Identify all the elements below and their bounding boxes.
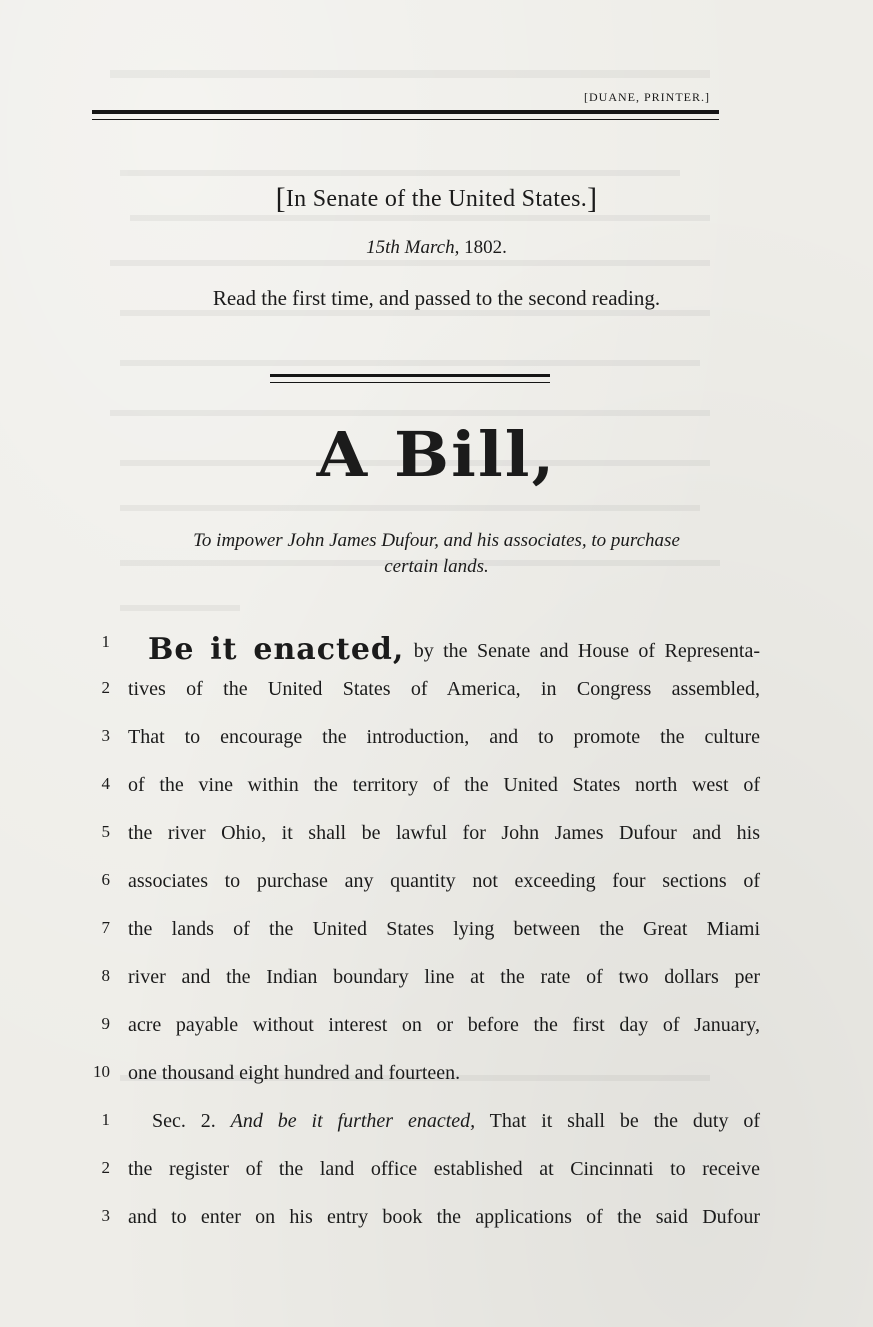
line-number: 3 <box>101 726 110 745</box>
line-text: the river Ohio, it shall be lawful for John James Dufour and his <box>128 822 760 844</box>
line-text: That to encourage the introduction, and to promote the culture <box>128 726 760 748</box>
line-text: and to enter on his entry book the applications of the said Dufour <box>128 1206 760 1228</box>
line-text: tives of the United States of America, in Congress assembled, <box>128 678 760 700</box>
date-year: , 1802. <box>454 237 507 258</box>
line-text: of the vine within the territory of the United States north west of <box>128 774 760 796</box>
line-number: 1 <box>101 632 110 651</box>
line-text: one thousand eight hundred and fourteen. <box>128 1062 461 1084</box>
line-number: 4 <box>101 774 110 793</box>
section1-line <box>80 918 760 948</box>
line-number: 5 <box>101 822 110 841</box>
senate-title: In Senate of the United States. <box>285 186 588 212</box>
line-text: acre payable without interest on or before the first day of January, <box>128 1014 760 1036</box>
section1-line <box>80 966 760 996</box>
line-number: 7 <box>101 918 110 937</box>
section1-line <box>80 1062 760 1092</box>
section1-line <box>80 678 760 708</box>
divider-rule-thin <box>270 382 550 383</box>
line-text: the register of the land office established at Cincinnati to receive <box>128 1158 760 1180</box>
section1-line <box>80 632 760 667</box>
line-number: 3 <box>101 1206 110 1225</box>
line-text: That it shall be the duty of <box>475 1110 761 1132</box>
line-number: 9 <box>101 1014 110 1033</box>
line-number: 6 <box>101 870 110 889</box>
open-bracket: [ <box>275 182 286 215</box>
section1-line <box>80 870 760 900</box>
reading-status: Read the first time, and passed to the second reading. <box>212 286 661 310</box>
line-number: 2 <box>101 1158 110 1177</box>
section-label: Sec. 2. <box>152 1110 216 1132</box>
bill-title: A Bill, <box>316 418 557 491</box>
section1-line <box>80 822 760 852</box>
line-number: 1 <box>101 1110 110 1129</box>
section2-line <box>80 1206 760 1236</box>
line-text: associates to purchase any quantity not exceeding four sections of <box>128 870 760 892</box>
date-day: 15th March <box>366 237 455 258</box>
printer-imprint: [DUANE, PRINTER.] <box>584 90 710 104</box>
senate-heading <box>0 182 873 216</box>
bill-purpose <box>0 528 873 580</box>
section2-line <box>80 1158 760 1188</box>
line-number: 8 <box>101 966 110 985</box>
header-rule-thin <box>92 119 719 120</box>
line-text: river and the Indian boundary line at the rate of two dollars per <box>128 966 760 988</box>
line-text: by the Senate and House of Representa- <box>404 640 760 662</box>
divider-rule-thick <box>270 374 550 377</box>
be-it-enacted: Be it enacted, <box>148 632 405 667</box>
purpose-line-2: certain lands. <box>384 556 489 577</box>
line-text: the lands of the United States lying between the Great Miami <box>128 918 760 940</box>
line-number: 10 <box>93 1062 110 1081</box>
further-enacted: And be it further enacted, <box>230 1110 476 1132</box>
line-number: 2 <box>101 678 110 697</box>
close-bracket: ] <box>587 182 598 215</box>
section2-line <box>80 1110 760 1140</box>
purpose-line-1: To impower John James Dufour, and his associates, to purchase <box>193 530 680 551</box>
section1-line <box>80 774 760 804</box>
section1-line <box>80 726 760 756</box>
bill-date <box>0 237 873 259</box>
header-rule-thick <box>92 110 719 114</box>
section1-line <box>80 1014 760 1044</box>
